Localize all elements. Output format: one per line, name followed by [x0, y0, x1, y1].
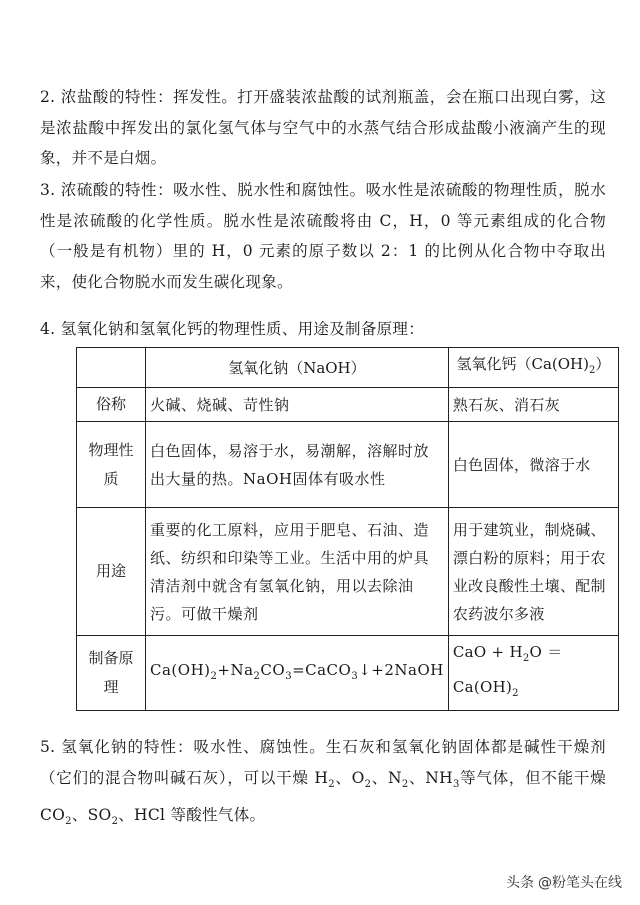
table-row-alias — [77, 388, 619, 422]
naoh-alias: 火碱、烧碱、苛性钠 — [146, 388, 449, 422]
table-row-prep — [77, 636, 619, 711]
caoh-physical: 白色固体，微溶于水 — [448, 422, 618, 508]
caoh-prep-equation: CaO + $H_2O =Ca(OH)_2$ — [448, 636, 618, 711]
naoh-use: 重要的化工原料，应用于肥皂、石油、造纸、纺织和印染等工业。生活中用的炉具清洁剂中就含有氢氧化钠，用以去除油污。可做干燥剂 — [146, 508, 449, 636]
table-corner-cell — [77, 348, 146, 388]
hydroxide-comparison-table — [76, 347, 619, 711]
table-row-use — [77, 508, 619, 636]
table-row-physical — [77, 422, 619, 508]
caoh-alias: 熟石灰、消石灰 — [448, 388, 618, 422]
row-label-physical: 物理性质 — [77, 422, 146, 508]
caoh-use: 用于建筑业，制烧碱、漂白粉的原料；用于农业改良酸性土壤、配制农药波尔多液 — [448, 508, 618, 636]
naoh-prep-equation: $Ca(OH)_2+Na_2CO_3=CaCO_3↓+2NaOH$ — [146, 636, 449, 711]
watermark — [506, 872, 622, 892]
watermark-platform: 头条 — [506, 875, 534, 891]
row-label-alias: 俗称 — [77, 388, 146, 422]
row-label-prep: 制备原理 — [77, 636, 146, 711]
naoh-physical: 白色固体，易溶于水，易潮解，溶解时放出大量的热。NaOH固体有吸水性 — [146, 422, 449, 508]
paragraph-sulfuric-acid: 3. 浓硫酸的特性：吸水性、脱水性和腐蚀性。吸水性是浓硫酸的物理性质，脱水性是浓硫酸的化学性质。脱水性是浓硫酸将由 C，H，0 等元素组成的化合物（一般是有机物）里的 H，0 元素的原子数以 2：1 的比例从化合物中夺取出来，使化合物脱水而发生碳化现象。 — [40, 181, 606, 291]
row-label-use: 用途 — [77, 508, 146, 636]
naoh-column-header: 氢氧化钠（NaOH） — [146, 348, 449, 388]
paragraph-hydrochloric-acid: 2. 浓盐酸的特性：挥发性。打开盛装浓盐酸的试剂瓶盖，会在瓶口出现白雾，这是浓盐酸中挥发出的氯化氢气体与空气中的水蒸气结合形成盐酸小液滴产生的现象，并不是白烟。 — [40, 88, 606, 167]
table-header-row — [77, 348, 619, 388]
watermark-account: @粉笔头在线 — [538, 875, 622, 891]
paragraph-table-intro: 4. 氢氧化钠和氢氧化钙的物理性质、用途及制备原理： — [40, 320, 425, 338]
caoh-column-header: 氢氧化钙$(Ca(OH)_2)$ — [448, 348, 618, 388]
paragraph-sodium-hydroxide: 5. 氢氧化钠的特性：吸水性、腐蚀性。生石灰和氢氧化钠固体都是碱性干燥剂（它们的混合物叫碱石灰），可以干燥 $H_2$、$O_2$、$N_2$、$NH_3$等气体，但不能干燥 $CO_2$、$SO_2$、HCl 等酸性气体。 — [40, 738, 606, 828]
